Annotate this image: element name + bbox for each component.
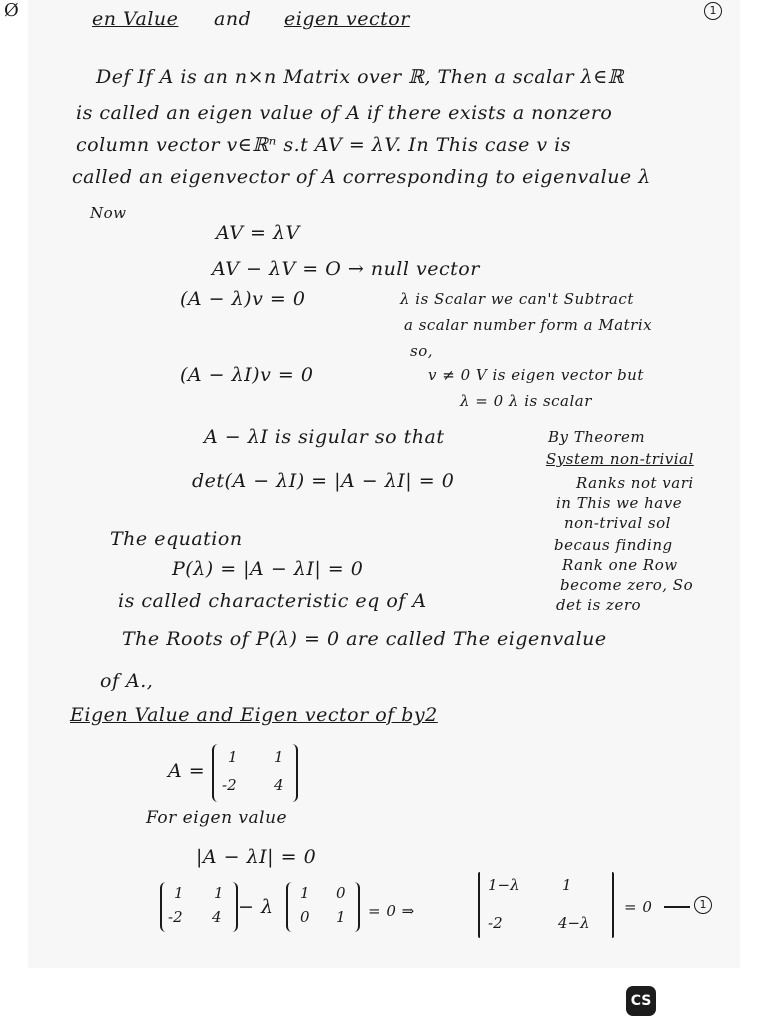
matrix-b-cell: 1 bbox=[214, 884, 224, 902]
identity-cell: 0 bbox=[336, 884, 346, 902]
for-eigen-value: For eigen value bbox=[146, 808, 288, 828]
minus-lambda: − λ bbox=[238, 896, 274, 918]
identity-cell: 0 bbox=[300, 908, 310, 926]
matrix-b-cell: -2 bbox=[168, 908, 183, 926]
determinant-matrix bbox=[478, 872, 614, 938]
equals-zero: = 0 bbox=[624, 898, 653, 916]
equals-implies: = 0 ⇒ bbox=[368, 902, 415, 920]
now-label: Now bbox=[90, 204, 127, 222]
definition-line-2: is called an eigen value of A if there exists a nonzero bbox=[76, 102, 613, 124]
note-3-line-9: det is zero bbox=[556, 596, 642, 614]
matrix-b-cell: 4 bbox=[212, 908, 222, 926]
determinant-cell: -2 bbox=[488, 914, 503, 932]
note-1-line-1: λ is Scalar we can't Subtract bbox=[400, 290, 634, 308]
identity-matrix bbox=[286, 882, 360, 932]
matrix-a-cell: 4 bbox=[274, 776, 284, 794]
definition-line-4: called an eigenvector of A corresponding to eigenvalue λ bbox=[72, 166, 651, 188]
definition-line-3: column vector v∈ℝⁿ s.t AV = λV. In This case v is bbox=[76, 134, 571, 156]
determinant-cell: 1 bbox=[562, 876, 572, 894]
margin-mark: Ø bbox=[4, 0, 19, 21]
equation-intro: The equation bbox=[110, 528, 243, 550]
determinant-equation: |A − λI| = 0 bbox=[196, 846, 317, 868]
determinant-cell: 1−λ bbox=[488, 876, 520, 894]
note-3-line-2: System non-trivial bbox=[546, 450, 694, 468]
note-3-line-5: non-trival sol bbox=[564, 514, 671, 532]
page-title-and: and bbox=[214, 8, 252, 30]
roots-statement: The Roots of P(λ) = 0 are called The eigenvalue bbox=[122, 628, 607, 650]
equation-4: (A − λI)v = 0 bbox=[180, 364, 314, 386]
matrix-a-cell: -2 bbox=[222, 776, 237, 794]
identity-cell: 1 bbox=[336, 908, 346, 926]
note-3-line-1: By Theorem bbox=[548, 428, 646, 446]
equation-1: AV = λV bbox=[216, 222, 300, 244]
note-3-line-4: in This we have bbox=[556, 494, 683, 512]
matrix-a bbox=[212, 744, 298, 802]
identity-cell: 1 bbox=[300, 884, 310, 902]
dash-line bbox=[664, 906, 690, 908]
equation-2: AV − λV = O → null vector bbox=[212, 258, 480, 280]
scanner-logo-icon: CS bbox=[626, 986, 656, 1016]
roots-statement-end: of A., bbox=[100, 670, 154, 692]
equation-6: det(A − λI) = |A − λI| = 0 bbox=[192, 470, 455, 492]
equation-3: (A − λ)v = 0 bbox=[180, 288, 306, 310]
matrix-a-label: A = bbox=[168, 760, 206, 782]
note-2-line-1: v ≠ 0 V is eigen vector but bbox=[428, 366, 644, 384]
matrix-a-cell: 1 bbox=[274, 748, 284, 766]
note-3-line-8: become zero, So bbox=[560, 576, 694, 594]
characteristic-polynomial: P(λ) = |A − λI| = 0 bbox=[172, 558, 364, 580]
page-title-part2: eigen vector bbox=[284, 8, 410, 30]
example-heading: Eigen Value and Eigen vector of by2 bbox=[70, 704, 438, 726]
page-title-part1: en Value bbox=[92, 8, 179, 30]
definition-line-1: Def If A is an n×n Matrix over ℝ, Then a scalar λ∈ℝ bbox=[96, 66, 624, 88]
note-1-line-2: a scalar number form a Matrix bbox=[404, 316, 653, 334]
determinant-cell: 4−λ bbox=[558, 914, 590, 932]
characteristic-statement: is called characteristic eq of A bbox=[118, 590, 427, 612]
note-3-line-3: Ranks not vari bbox=[576, 474, 694, 492]
matrix-b-cell: 1 bbox=[174, 884, 184, 902]
note-3-line-6: becaus finding bbox=[554, 536, 673, 554]
equation-number: 1 bbox=[694, 896, 712, 914]
matrix-a-cell: 1 bbox=[228, 748, 238, 766]
matrix-b bbox=[160, 882, 238, 932]
note-2-line-2: λ = 0 λ is scalar bbox=[460, 392, 592, 410]
page-number: 1 bbox=[704, 2, 722, 20]
note-3-line-7: Rank one Row bbox=[562, 556, 678, 574]
equation-5: A − λI is sigular so that bbox=[204, 426, 445, 448]
note-1-line-3: so, bbox=[410, 342, 433, 360]
